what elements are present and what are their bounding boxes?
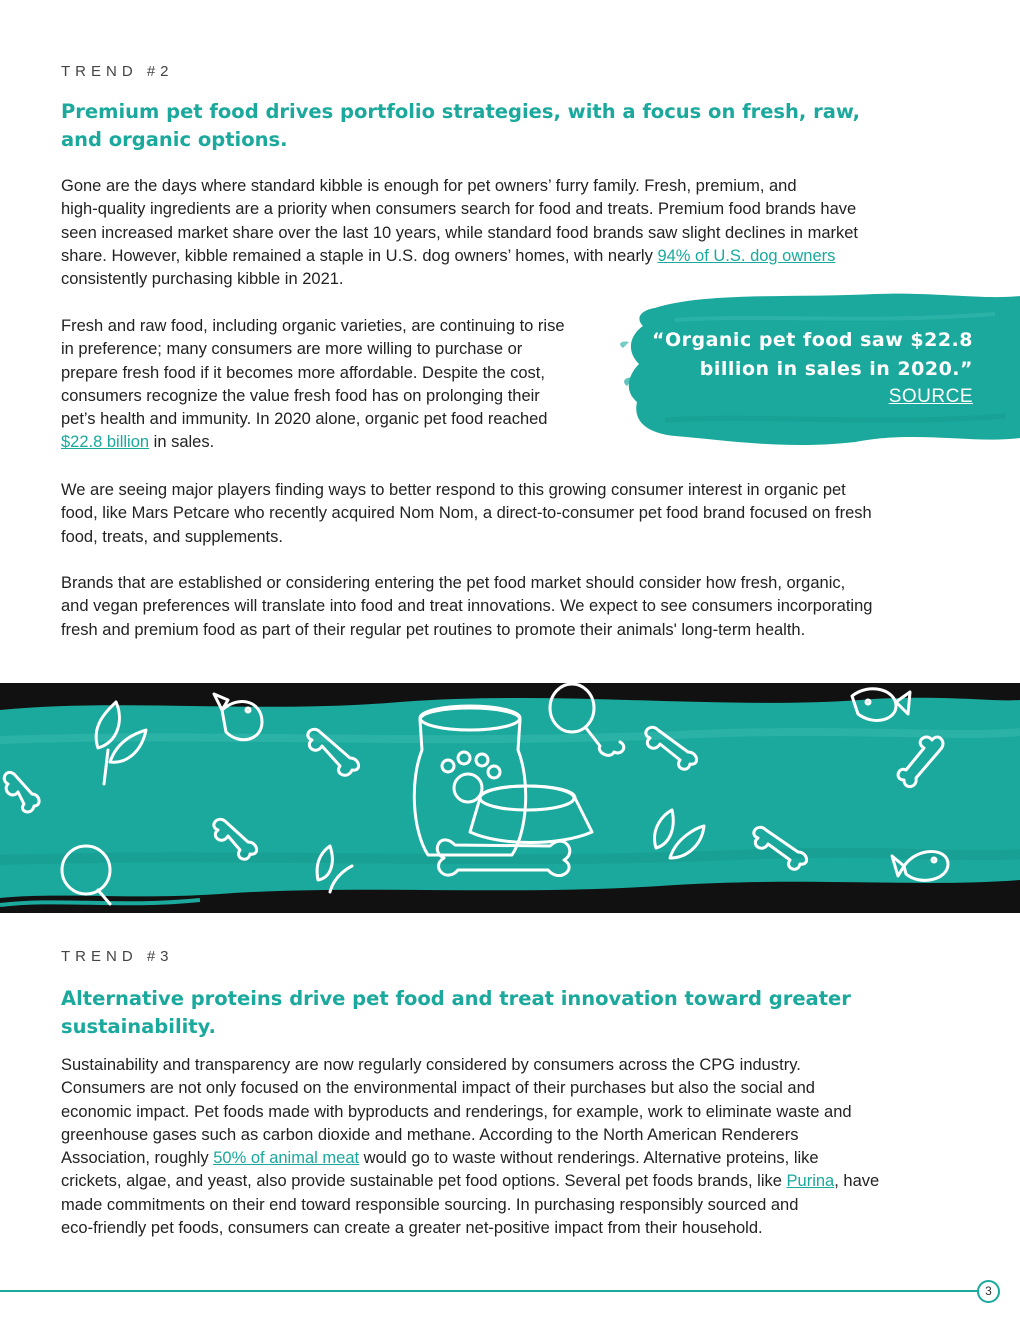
trend-2-paragraph-2 (61, 315, 621, 455)
pull-quote-line-2: billion in sales in 2020.” (699, 358, 973, 380)
text-line: eco-friendly pet foods, consumers can create a greater net-positive impact from their household. (61, 1219, 763, 1238)
text-line: and vegan preferences will translate into food and treat innovations. We expect to see consumers incorporating (61, 597, 873, 616)
text-line (61, 245, 961, 268)
text-line: fresh and premium food as part of their regular pet routines to promote their animals' long-term health. (61, 620, 806, 639)
text-line: made commitments on their end toward responsible sourcing. In purchasing responsibly sourced and (61, 1195, 799, 1214)
trend-2-headline-line-1: Premium pet food drives portfolio strategies, with a focus on fresh, raw, (61, 100, 861, 123)
teal-brush-stroke (0, 698, 1020, 898)
text-line: high-quality ingredients are a priority when consumers search for food and treats. Premium food brands have (61, 200, 857, 219)
text-line: consumers recognize the value fresh food has on prolonging their (61, 386, 540, 405)
trend-3-paragraph-1 (61, 1054, 981, 1240)
text-line: consistently purchasing kibble in 2021. (61, 270, 344, 289)
text-line: Consumers are not only focused on the environmental impact of their purchases but also the social and (61, 1079, 815, 1098)
text-line: food, like Mars Petcare who recently acquired Nom Nom, a direct-to-consumer pet food brand focused on fresh (61, 504, 872, 523)
text-line: economic impact. Pet foods made with byproducts and renderings, for example, work to eliminate waste and (61, 1102, 852, 1121)
text-line: seen increased market share over the last 10 years, while standard food brands saw slight declines in market (61, 223, 858, 242)
text-line: pet’s health and immunity. In 2020 alone, organic pet food reached (61, 410, 548, 429)
text-span: in sales. (149, 433, 215, 452)
text-span: Association, roughly (61, 1149, 214, 1168)
trend-3-headline-line-2: sustainability. (61, 1015, 216, 1038)
trend-3-headline (61, 985, 861, 1041)
text-line: greenhouse gases such as carbon dioxide and methane. According to the North American Renderers (61, 1125, 799, 1144)
pull-quote-text (633, 326, 973, 384)
trend-3-label: TREND #3 (61, 948, 174, 965)
animal-meat-link[interactable]: 50% of animal meat (213, 1149, 360, 1168)
trend-2-headline-line-2: and organic options. (61, 128, 288, 151)
trend-2-paragraph-3 (61, 479, 981, 549)
trend-2-paragraph-4 (61, 572, 981, 642)
text-span: , have (834, 1172, 880, 1191)
text-line: food, treats, and supplements. (61, 527, 283, 546)
page-number: 3 (977, 1280, 1000, 1303)
organic-sales-link[interactable]: $22.8 billion (61, 433, 150, 452)
text-line: We are seeing major players finding ways to better respond to this growing consumer interest in organic pet (61, 481, 846, 499)
text-span: would go to waste without renderings. Alternative proteins, like (359, 1149, 819, 1168)
trend-3-headline-line-1: Alternative proteins drive pet food and treat innovation toward greater (61, 987, 851, 1010)
pet-food-illustration-banner (0, 680, 1020, 916)
dog-owners-link[interactable]: 94% of U.S. dog owners (657, 246, 836, 265)
purina-link[interactable]: Purina (786, 1172, 835, 1191)
text-line: Brands that are established or considering entering the pet food market should consider how fresh, organic, (61, 574, 846, 592)
text-line: Fresh and raw food, including organic varieties, are continuing to rise (61, 317, 565, 335)
quote-source-link[interactable]: SOURCE (888, 386, 973, 407)
text-line: in preference; many consumers are more willing to purchase or (61, 340, 523, 359)
text-span: share. However, kibble remained a staple in U.S. dog owners’ homes, with nearly (61, 246, 658, 265)
text-line: prepare fresh food if it becomes more affordable. Despite the cost, (61, 363, 545, 382)
trend-2-headline (61, 98, 861, 154)
footer-divider (0, 1290, 978, 1292)
text-line: Gone are the days where standard kibble is enough for pet owners’ furry family. Fresh, premium, and (61, 177, 797, 195)
trend-2-paragraph-1 (61, 175, 961, 291)
pull-quote (615, 290, 1020, 450)
trend-2-label: TREND #2 (61, 63, 174, 80)
text-span: crickets, algae, and yeast, also provide sustainable pet food options. Several pet foods brands, like (61, 1172, 787, 1191)
text-line (61, 1147, 981, 1170)
text-line (61, 431, 621, 454)
text-line (61, 1170, 981, 1193)
pull-quote-line-1: “Organic pet food saw $22.8 (651, 329, 973, 351)
text-line: Sustainability and transparency are now regularly considered by consumers across the CPG industry. (61, 1056, 801, 1074)
